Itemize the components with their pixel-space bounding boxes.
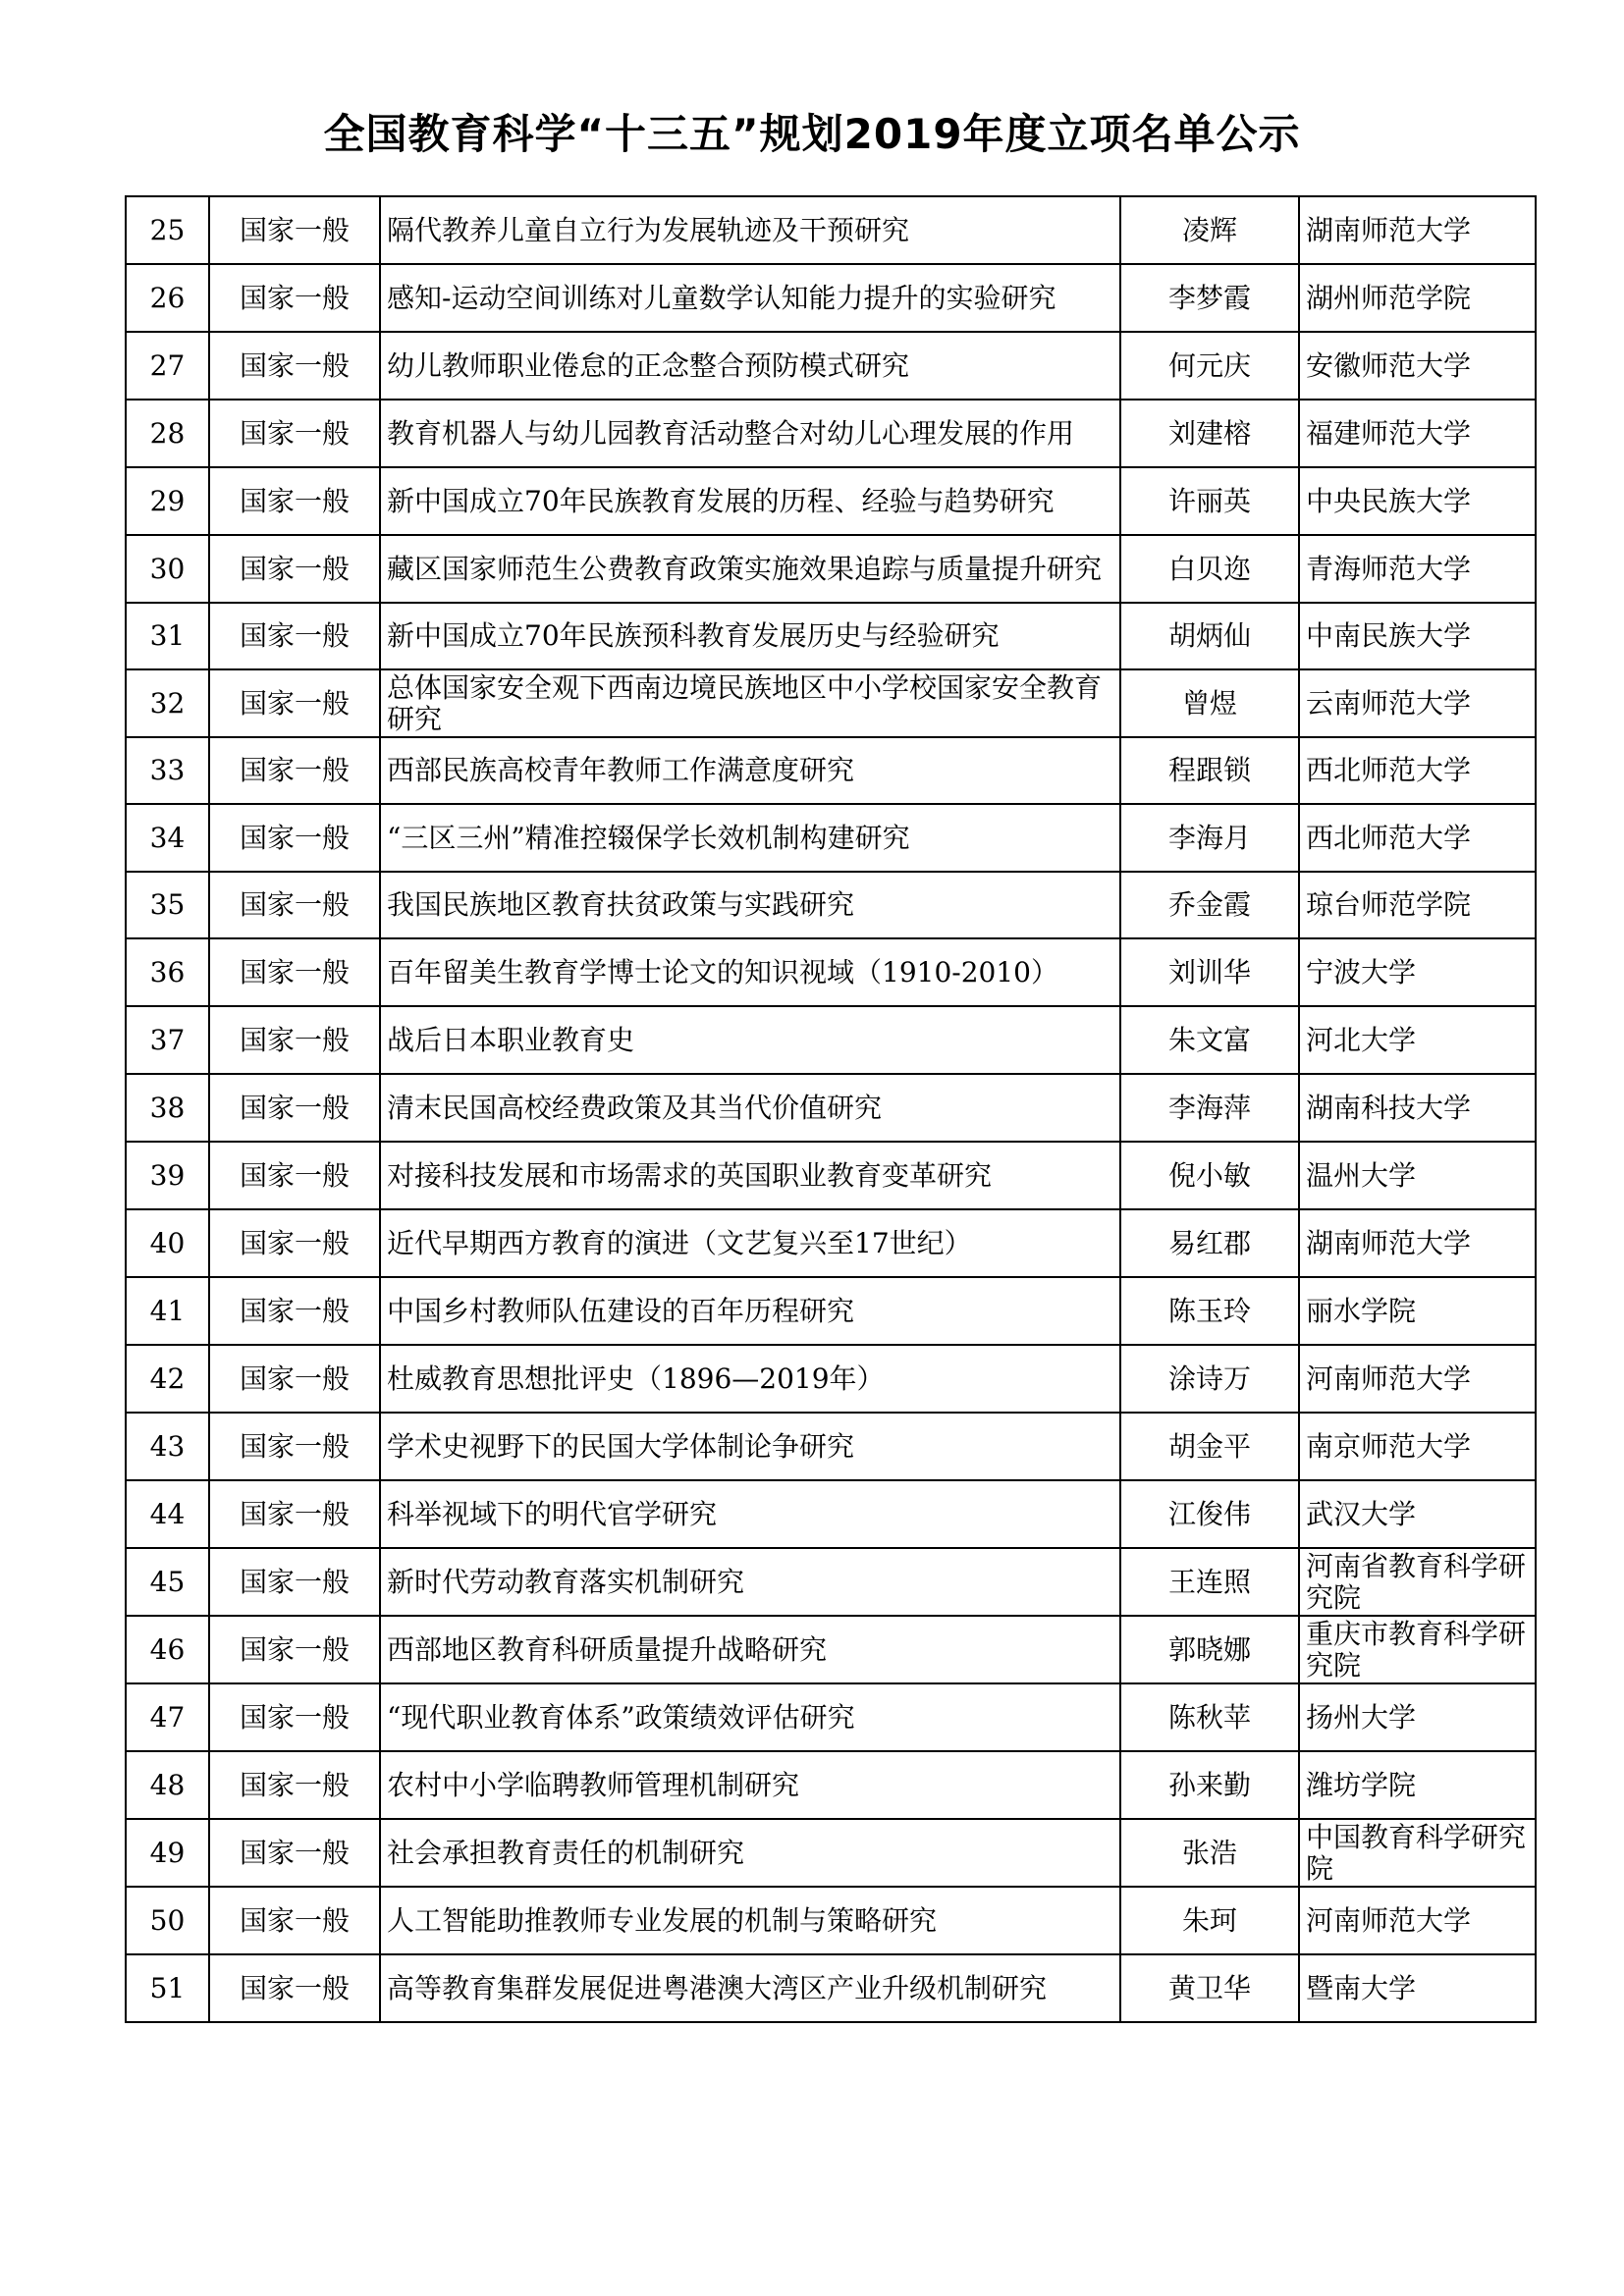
row-institution: 青海师范大学 [1299,535,1536,603]
row-leader: 朱文富 [1120,1006,1299,1074]
row-category: 国家一般 [209,400,380,467]
table-row [126,332,1536,400]
row-number: 42 [126,1345,209,1413]
row-category: 国家一般 [209,1074,380,1142]
row-leader: 程跟锁 [1120,737,1299,804]
row-category: 国家一般 [209,669,380,737]
table-row [126,938,1536,1006]
row-institution: 南京师范大学 [1299,1413,1536,1480]
table-row [126,1209,1536,1277]
row-project-title: 科举视域下的明代官学研究 [380,1480,1120,1548]
row-category: 国家一般 [209,1345,380,1413]
row-institution: 丽水学院 [1299,1277,1536,1345]
row-project-title: 新中国成立70年民族预科教育发展历史与经验研究 [380,603,1120,669]
row-institution: 湖南师范大学 [1299,1209,1536,1277]
table-row [126,1819,1536,1887]
row-leader: 乔金霞 [1120,872,1299,938]
row-category: 国家一般 [209,1480,380,1548]
row-institution: 福建师范大学 [1299,400,1536,467]
row-institution: 中国教育科学研究院 [1299,1819,1536,1887]
row-number: 36 [126,938,209,1006]
table-row [126,1074,1536,1142]
row-number: 46 [126,1616,209,1683]
row-institution: 湖南师范大学 [1299,196,1536,264]
row-leader: 刘训华 [1120,938,1299,1006]
row-leader: 江俊伟 [1120,1480,1299,1548]
row-category: 国家一般 [209,804,380,872]
table-row [126,1413,1536,1480]
row-category: 国家一般 [209,1819,380,1887]
table-row [126,1006,1536,1074]
row-category: 国家一般 [209,196,380,264]
row-institution: 暨南大学 [1299,1954,1536,2022]
row-category: 国家一般 [209,1616,380,1683]
row-institution: 琼台师范学院 [1299,872,1536,938]
row-leader: 黄卫华 [1120,1954,1299,2022]
table-row [126,737,1536,804]
row-number: 35 [126,872,209,938]
table-body [126,196,1536,2022]
row-number: 47 [126,1683,209,1751]
row-number: 30 [126,535,209,603]
row-project-title: 中国乡村教师队伍建设的百年历程研究 [380,1277,1120,1345]
row-leader: 胡金平 [1120,1413,1299,1480]
row-leader: 凌辉 [1120,196,1299,264]
row-category: 国家一般 [209,1006,380,1074]
row-project-title: 西部地区教育科研质量提升战略研究 [380,1616,1120,1683]
row-institution: 宁波大学 [1299,938,1536,1006]
row-number: 44 [126,1480,209,1548]
row-institution: 河北大学 [1299,1006,1536,1074]
row-number: 32 [126,669,209,737]
row-leader: 何元庆 [1120,332,1299,400]
table-row [126,1142,1536,1209]
row-institution: 河南师范大学 [1299,1345,1536,1413]
row-project-title: 学术史视野下的民国大学体制论争研究 [380,1413,1120,1480]
row-leader: 李海萍 [1120,1074,1299,1142]
row-leader: 倪小敏 [1120,1142,1299,1209]
row-project-title: 百年留美生教育学博士论文的知识视域（1910-2010） [380,938,1120,1006]
row-project-title: 感知-运动空间训练对儿童数学认知能力提升的实验研究 [380,264,1120,332]
table-row [126,535,1536,603]
row-number: 26 [126,264,209,332]
row-leader: 易红郡 [1120,1209,1299,1277]
row-leader: 胡炳仙 [1120,603,1299,669]
row-institution: 河南师范大学 [1299,1887,1536,1954]
row-number: 34 [126,804,209,872]
row-category: 国家一般 [209,737,380,804]
row-project-title: “三区三州”精准控辍保学长效机制构建研究 [380,804,1120,872]
row-category: 国家一般 [209,1548,380,1616]
table-row [126,1548,1536,1616]
table-row [126,1277,1536,1345]
row-category: 国家一般 [209,1209,380,1277]
row-category: 国家一般 [209,872,380,938]
row-leader: 曾煜 [1120,669,1299,737]
row-category: 国家一般 [209,1887,380,1954]
row-leader: 陈玉玲 [1120,1277,1299,1345]
row-number: 27 [126,332,209,400]
row-leader: 张浩 [1120,1819,1299,1887]
row-project-title: 近代早期西方教育的演进（文艺复兴至17世纪） [380,1209,1120,1277]
row-number: 31 [126,603,209,669]
row-project-title: 清末民国高校经费政策及其当代价值研究 [380,1074,1120,1142]
project-table [125,195,1537,2023]
table-row [126,1616,1536,1683]
row-number: 29 [126,467,209,535]
row-number: 49 [126,1819,209,1887]
row-number: 33 [126,737,209,804]
row-number: 50 [126,1887,209,1954]
row-leader: 朱珂 [1120,1887,1299,1954]
row-institution: 安徽师范大学 [1299,332,1536,400]
row-number: 51 [126,1954,209,2022]
table-row [126,1751,1536,1819]
row-category: 国家一般 [209,1954,380,2022]
row-project-title: 农村中小学临聘教师管理机制研究 [380,1751,1120,1819]
row-project-title: 隔代教养儿童自立行为发展轨迹及干预研究 [380,196,1120,264]
row-project-title: 人工智能助推教师专业发展的机制与策略研究 [380,1887,1120,1954]
row-institution: 湖南科技大学 [1299,1074,1536,1142]
row-number: 37 [126,1006,209,1074]
row-number: 40 [126,1209,209,1277]
row-number: 25 [126,196,209,264]
row-leader: 李海月 [1120,804,1299,872]
row-category: 国家一般 [209,264,380,332]
row-number: 41 [126,1277,209,1345]
row-project-title: 幼儿教师职业倦怠的正念整合预防模式研究 [380,332,1120,400]
row-leader: 白贝迩 [1120,535,1299,603]
row-leader: 郭晓娜 [1120,1616,1299,1683]
row-leader: 李梦霞 [1120,264,1299,332]
table-row [126,1954,1536,2022]
row-leader: 陈秋苹 [1120,1683,1299,1751]
row-category: 国家一般 [209,1751,380,1819]
row-project-title: 藏区国家师范生公费教育政策实施效果追踪与质量提升研究 [380,535,1120,603]
row-category: 国家一般 [209,535,380,603]
table-row [126,467,1536,535]
row-project-title: 西部民族高校青年教师工作满意度研究 [380,737,1120,804]
table-row [126,264,1536,332]
row-institution: 河南省教育科学研究院 [1299,1548,1536,1616]
table-row [126,1480,1536,1548]
table-row [126,804,1536,872]
row-category: 国家一般 [209,1277,380,1345]
row-category: 国家一般 [209,332,380,400]
row-institution: 西北师范大学 [1299,737,1536,804]
row-institution: 中南民族大学 [1299,603,1536,669]
table-row [126,669,1536,737]
row-number: 43 [126,1413,209,1480]
row-project-title: 杜威教育思想批评史（1896—2019年） [380,1345,1120,1413]
page-title: 全国教育科学“十三五”规划2019年度立项名单公示 [323,110,1301,158]
row-number: 45 [126,1548,209,1616]
row-leader: 王连照 [1120,1548,1299,1616]
row-category: 国家一般 [209,1142,380,1209]
row-number: 28 [126,400,209,467]
table-row [126,1887,1536,1954]
row-project-title: 高等教育集群发展促进粤港澳大湾区产业升级机制研究 [380,1954,1120,2022]
row-project-title: “现代职业教育体系”政策绩效评估研究 [380,1683,1120,1751]
row-category: 国家一般 [209,1683,380,1751]
row-category: 国家一般 [209,467,380,535]
table-row [126,1683,1536,1751]
row-institution: 潍坊学院 [1299,1751,1536,1819]
row-number: 38 [126,1074,209,1142]
row-institution: 温州大学 [1299,1142,1536,1209]
row-leader: 刘建榕 [1120,400,1299,467]
row-project-title: 战后日本职业教育史 [380,1006,1120,1074]
row-leader: 许丽英 [1120,467,1299,535]
row-project-title: 总体国家安全观下西南边境民族地区中小学校国家安全教育研究 [380,669,1120,737]
table-row [126,400,1536,467]
row-project-title: 新中国成立70年民族教育发展的历程、经验与趋势研究 [380,467,1120,535]
row-project-title: 教育机器人与幼儿园教育活动整合对幼儿心理发展的作用 [380,400,1120,467]
row-project-title: 新时代劳动教育落实机制研究 [380,1548,1120,1616]
row-category: 国家一般 [209,603,380,669]
row-category: 国家一般 [209,938,380,1006]
row-category: 国家一般 [209,1413,380,1480]
row-leader: 孙来勤 [1120,1751,1299,1819]
row-institution: 武汉大学 [1299,1480,1536,1548]
row-project-title: 对接科技发展和市场需求的英国职业教育变革研究 [380,1142,1120,1209]
table-row [126,603,1536,669]
row-institution: 中央民族大学 [1299,467,1536,535]
row-leader: 涂诗万 [1120,1345,1299,1413]
row-institution: 云南师范大学 [1299,669,1536,737]
row-institution: 重庆市教育科学研究院 [1299,1616,1536,1683]
table-row [126,196,1536,264]
row-institution: 扬州大学 [1299,1683,1536,1751]
table-row [126,872,1536,938]
row-project-title: 社会承担教育责任的机制研究 [380,1819,1120,1887]
row-project-title: 我国民族地区教育扶贫政策与实践研究 [380,872,1120,938]
row-institution: 湖州师范学院 [1299,264,1536,332]
table-row [126,1345,1536,1413]
row-number: 39 [126,1142,209,1209]
row-number: 48 [126,1751,209,1819]
row-institution: 西北师范大学 [1299,804,1536,872]
